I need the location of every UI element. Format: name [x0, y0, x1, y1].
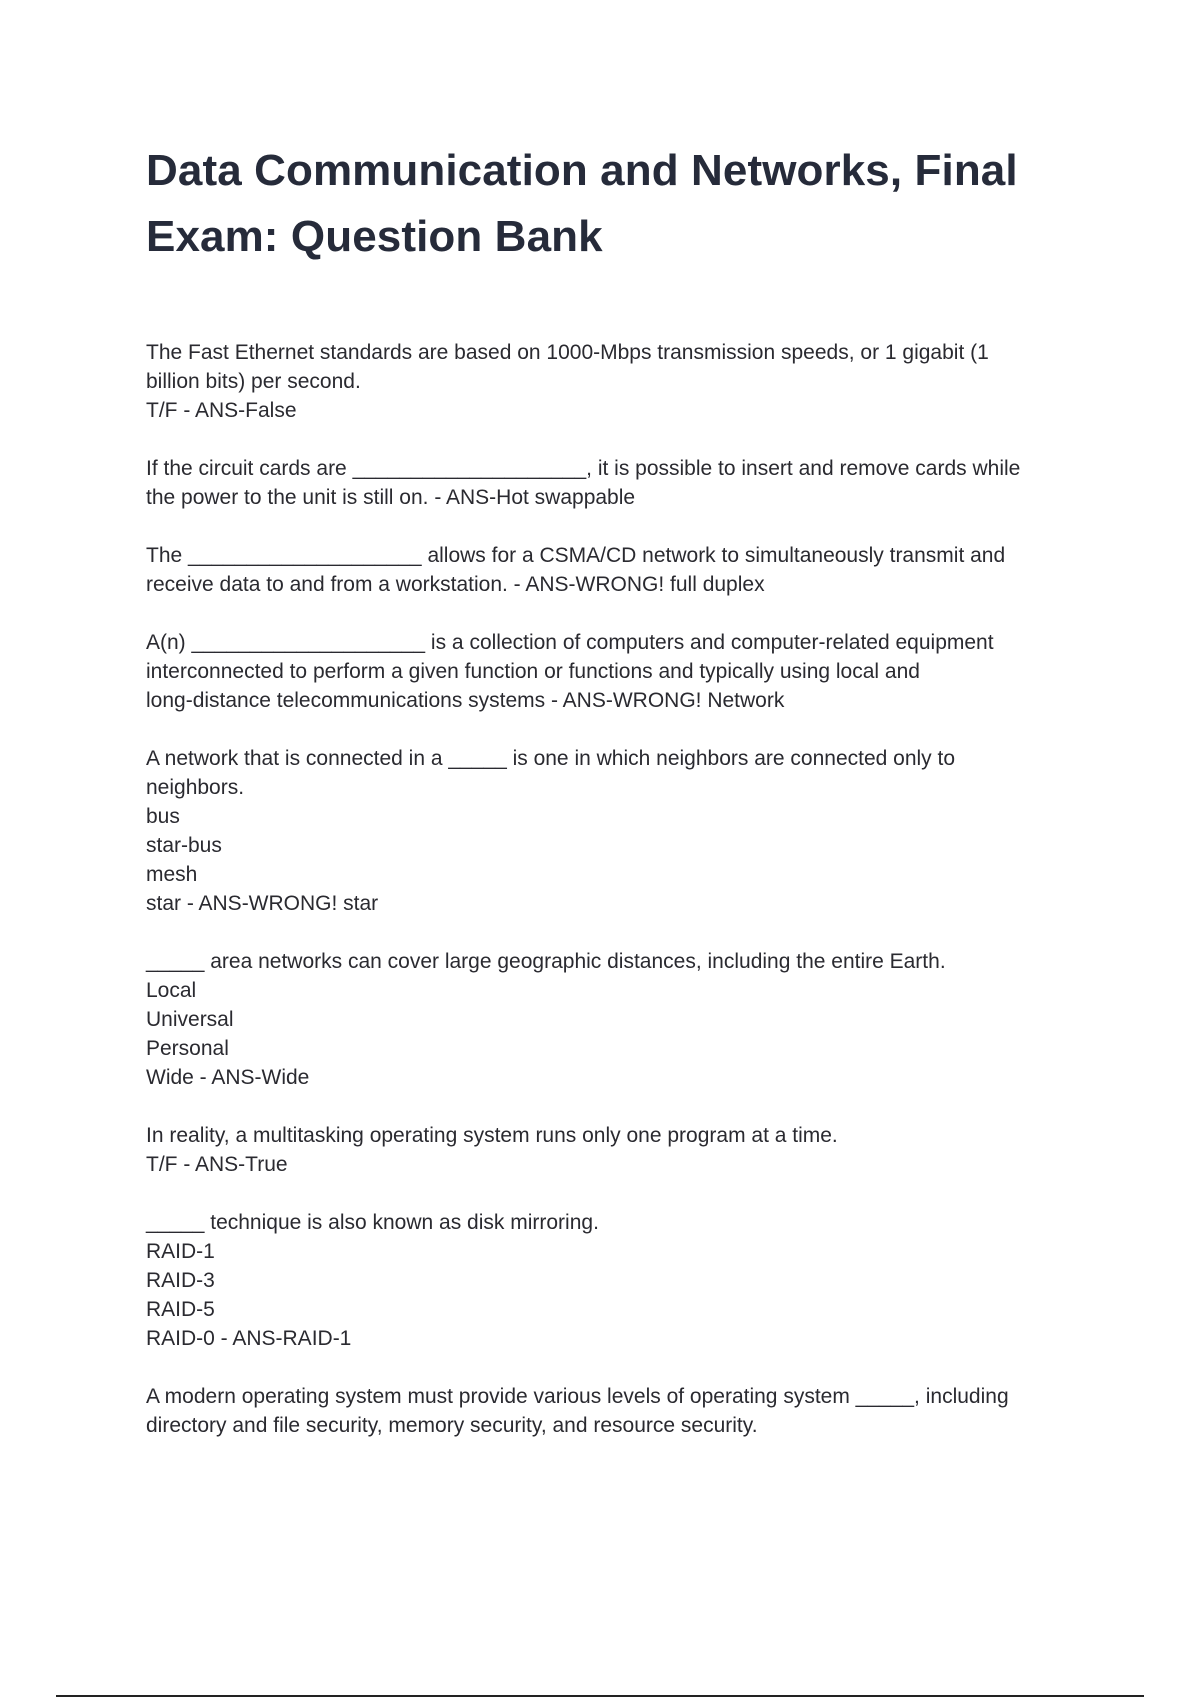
question-line: billion bits) per second. — [146, 370, 361, 393]
question-line: A(n) ____________________ is a collection of computers and computer-related equipment — [146, 631, 994, 654]
option-line: RAID-1 — [146, 1240, 215, 1263]
answer-line: RAID-0 - ANS-RAID-1 — [146, 1327, 352, 1350]
question-7 — [146, 1121, 1086, 1179]
question-5 — [146, 744, 1086, 918]
question-line: The ____________________ allows for a CSMA/CD network to simultaneously transmit and — [146, 544, 1006, 567]
question-6 — [146, 947, 1086, 1092]
answer-line: T/F - ANS-False — [146, 399, 297, 422]
question-3 — [146, 541, 1086, 599]
option-line: Personal — [146, 1037, 229, 1060]
question-8 — [146, 1208, 1086, 1353]
question-line: _____ area networks can cover large geographic distances, including the entire Earth. — [146, 950, 946, 973]
question-line: The Fast Ethernet standards are based on 1000-Mbps transmission speeds, or 1 gigabit (1 — [146, 341, 989, 364]
option-line: bus — [146, 805, 180, 828]
option-line: Local — [146, 979, 197, 1002]
question-line: A modern operating system must provide various levels of operating system _____, including — [146, 1385, 1009, 1408]
option-line: Universal — [146, 1008, 234, 1031]
question-line: directory and file security, memory security, and resource security. — [146, 1414, 758, 1437]
option-line: RAID-5 — [146, 1298, 215, 1321]
document-title-line-2: Exam: Question Bank — [146, 212, 603, 261]
answer-line: the power to the unit is still on. - ANS-Hot swappable — [146, 486, 636, 509]
question-line: In reality, a multitasking operating system runs only one program at a time. — [146, 1124, 838, 1147]
question-2 — [146, 454, 1086, 512]
answer-line: Wide - ANS-Wide — [146, 1066, 310, 1089]
option-line: star-bus — [146, 834, 222, 857]
answer-line: long-distance telecommunications systems - ANS-WRONG! Network — [146, 689, 785, 712]
document-title-line-1: Data Communication and Networks, Final — [146, 146, 1018, 195]
question-line: If the circuit cards are ____________________, it is possible to insert and remove cards while — [146, 457, 1021, 480]
document-title — [146, 138, 1086, 270]
question-line: interconnected to perform a given function or functions and typically using local and — [146, 660, 920, 683]
footer-divider — [56, 1695, 1144, 1697]
answer-line: receive data to and from a workstation. - ANS-WRONG! full duplex — [146, 573, 765, 596]
question-list — [146, 338, 1086, 1440]
answer-line: star - ANS-WRONG! star — [146, 892, 379, 915]
document-page — [146, 138, 1086, 1469]
question-4 — [146, 628, 1086, 715]
question-1 — [146, 338, 1086, 425]
answer-line: T/F - ANS-True — [146, 1153, 288, 1176]
question-line: _____ technique is also known as disk mirroring. — [146, 1211, 599, 1234]
question-9 — [146, 1382, 1086, 1440]
question-line: neighbors. — [146, 776, 245, 799]
question-line: A network that is connected in a _____ is one in which neighbors are connected only to — [146, 747, 956, 770]
option-line: mesh — [146, 863, 198, 886]
option-line: RAID-3 — [146, 1269, 215, 1292]
